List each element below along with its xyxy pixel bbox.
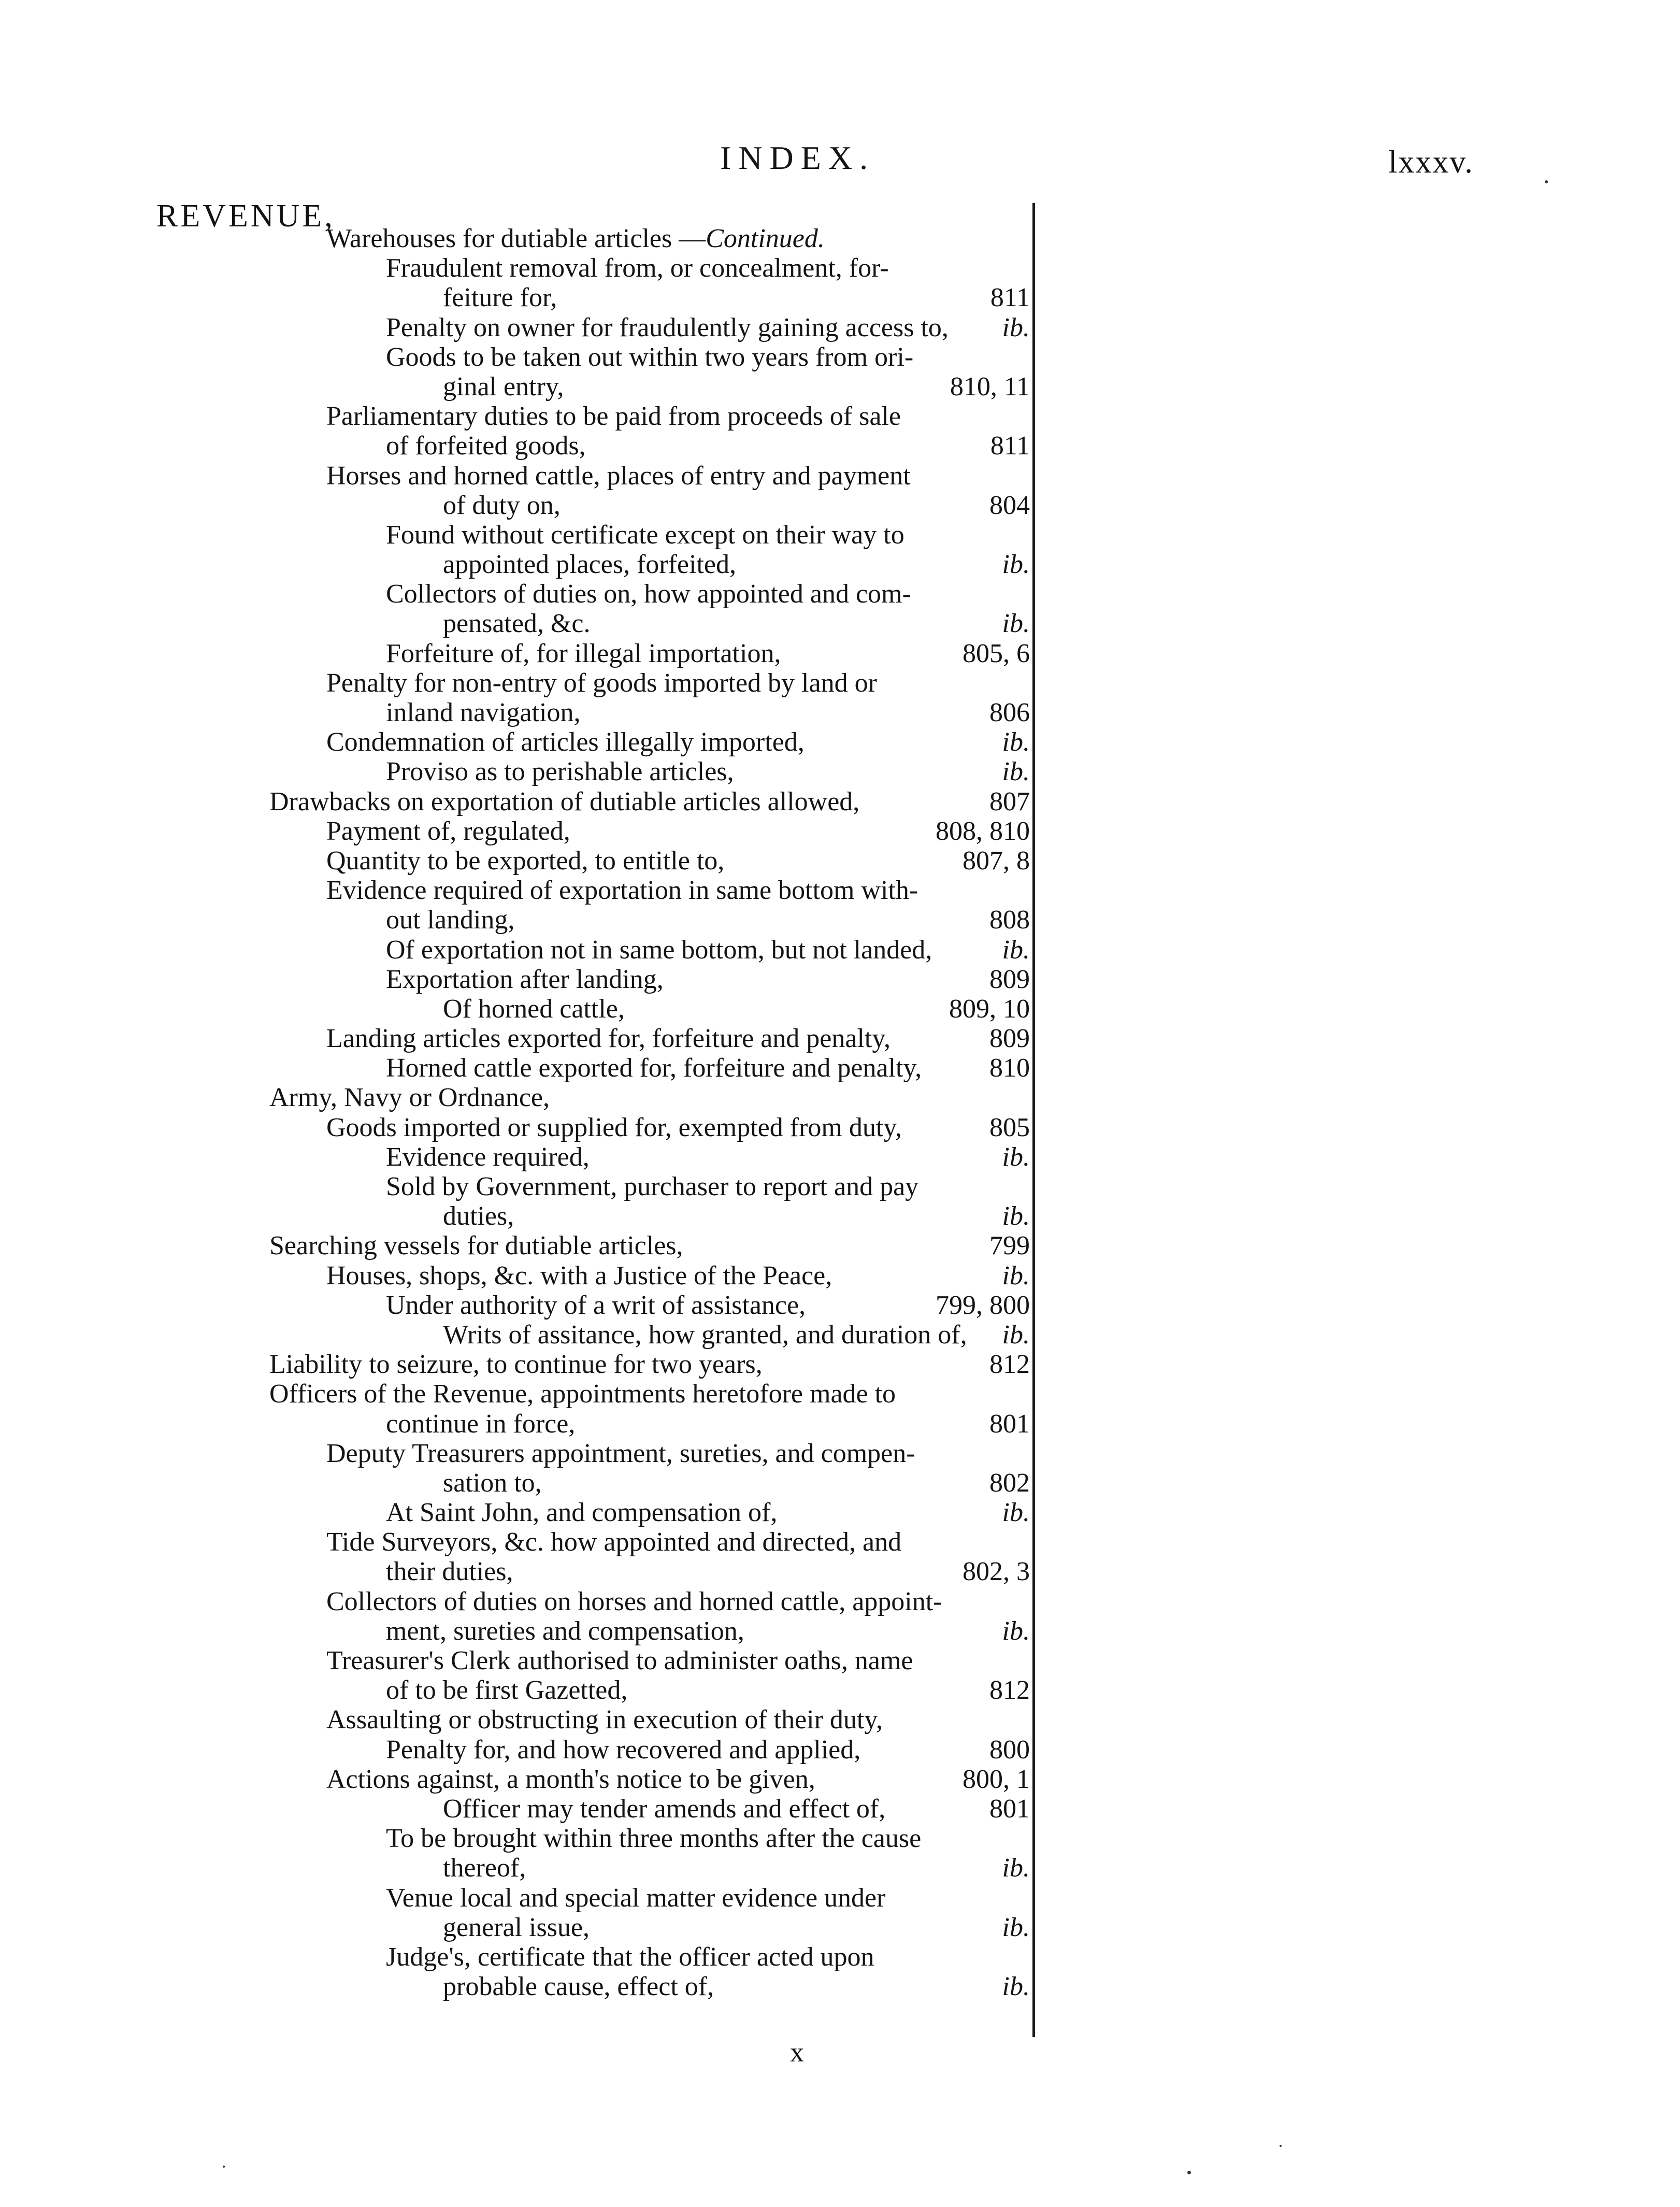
entry-text bbox=[326, 1587, 942, 1616]
entry-page-ref: ib. bbox=[1002, 1972, 1030, 2002]
entry-text bbox=[386, 1409, 575, 1439]
entry-text-content: of to be first Gazetted, bbox=[386, 1675, 628, 1706]
entry-text bbox=[443, 1794, 885, 1824]
index-entry bbox=[0, 816, 1680, 846]
entry-text-content: general issue, bbox=[443, 1912, 590, 1942]
entry-text-content: Evidence required of exportation in same bottom with- bbox=[326, 876, 918, 906]
entry-page-ref: ib. bbox=[1002, 935, 1030, 965]
index-entry bbox=[0, 224, 1680, 253]
entry-text bbox=[443, 1201, 514, 1231]
index-entry bbox=[0, 1320, 1680, 1350]
index-entry bbox=[0, 1883, 1680, 1913]
index-entry bbox=[0, 1942, 1680, 1972]
index-entry bbox=[0, 550, 1680, 579]
entry-text bbox=[326, 816, 570, 846]
entry-page-ref: ib. bbox=[1002, 1912, 1030, 1942]
index-entry bbox=[0, 520, 1680, 550]
index-entry bbox=[0, 787, 1680, 816]
entry-text-content: Payment of, regulated, bbox=[326, 816, 570, 846]
entry-text-content: probable cause, effect of, bbox=[443, 1972, 714, 2002]
index-entry bbox=[0, 1053, 1680, 1083]
entry-text-content: Forfeiture of, for illegal importation, bbox=[386, 638, 781, 668]
entry-text-content: Collectors of duties on horses and horned cattle, appoint- bbox=[326, 1586, 942, 1616]
entry-page-ref: 811 bbox=[990, 283, 1030, 313]
entry-text-content: thereof, bbox=[443, 1853, 526, 1883]
entry-text-content: At Saint John, and compensation of, bbox=[386, 1498, 778, 1528]
signature-mark: x bbox=[790, 2037, 804, 2068]
index-entry bbox=[0, 698, 1680, 727]
index-entry bbox=[0, 1587, 1680, 1616]
index-entry bbox=[0, 1853, 1680, 1883]
entry-text bbox=[386, 757, 734, 786]
speck bbox=[223, 2166, 225, 2168]
index-entry bbox=[0, 1142, 1680, 1172]
entry-text-content: Judge's, certificate that the officer acted upon bbox=[386, 1942, 874, 1972]
entry-text bbox=[386, 639, 781, 668]
entry-text-content: Treasurer's Clerk authorised to administer oaths, name bbox=[326, 1646, 913, 1675]
entry-text-content: Condemnation of articles illegally imported, bbox=[326, 727, 805, 757]
entry-text bbox=[386, 935, 932, 965]
entry-text bbox=[269, 1231, 683, 1260]
entry-text bbox=[443, 550, 736, 579]
entry-text bbox=[443, 1913, 590, 1942]
entry-text bbox=[443, 609, 590, 638]
entry-text-content: Goods to be taken out within two years from ori- bbox=[386, 342, 914, 372]
entry-continued-note: Continued. bbox=[706, 224, 825, 253]
entry-text bbox=[386, 1172, 918, 1201]
index-entry bbox=[0, 1379, 1680, 1409]
index-entry bbox=[0, 1261, 1680, 1291]
entry-text bbox=[326, 1765, 815, 1794]
entry-text bbox=[326, 402, 901, 431]
entry-page-ref: ib. bbox=[1002, 1498, 1030, 1528]
index-entry bbox=[0, 994, 1680, 1024]
index-entry bbox=[0, 253, 1680, 283]
entry-text-content: Penalty for non-entry of goods imported by land or bbox=[326, 668, 877, 698]
index-entry bbox=[0, 1468, 1680, 1498]
speck bbox=[1280, 2145, 1282, 2147]
entry-page-ref: 805, 6 bbox=[963, 638, 1030, 668]
entry-text bbox=[386, 1616, 744, 1646]
entry-text bbox=[386, 965, 664, 994]
index-entry bbox=[0, 1439, 1680, 1468]
entry-text bbox=[269, 1379, 896, 1409]
index-entry bbox=[0, 579, 1680, 609]
speck bbox=[1545, 180, 1548, 183]
entry-text bbox=[269, 1350, 763, 1379]
entry-text-content: feiture for, bbox=[443, 283, 557, 313]
entry-text-content: Drawbacks on exportation of dutiable articles allowed, bbox=[269, 786, 860, 816]
entry-text bbox=[386, 431, 586, 461]
entry-text bbox=[386, 1883, 885, 1913]
index-entries bbox=[0, 224, 1680, 2001]
entry-text-content: Officer may tender amends and effect of, bbox=[443, 1794, 886, 1824]
entry-text bbox=[326, 1646, 913, 1675]
index-entry bbox=[0, 313, 1680, 342]
entry-text-content: Proviso as to perishable articles, bbox=[386, 757, 734, 787]
entry-text bbox=[443, 1853, 526, 1883]
entry-page-ref: 809, 10 bbox=[949, 994, 1030, 1024]
entry-text-content: pensated, &c. bbox=[443, 609, 591, 639]
entry-text bbox=[269, 787, 859, 816]
entry-page-ref: ib. bbox=[1002, 1201, 1030, 1231]
entry-page-ref: 808, 810 bbox=[936, 816, 1030, 846]
entry-page-ref: 802, 3 bbox=[963, 1557, 1030, 1587]
entry-text-content: Quantity to be exported, to entitle to, bbox=[326, 845, 725, 876]
entry-text bbox=[386, 905, 514, 935]
index-entry bbox=[0, 727, 1680, 757]
entry-text-content: Army, Navy or Ordnance, bbox=[269, 1083, 550, 1113]
entry-text bbox=[386, 253, 889, 283]
entry-page-ref: 810, 11 bbox=[950, 371, 1030, 402]
entry-page-ref: 801 bbox=[989, 1409, 1030, 1439]
entry-text bbox=[326, 668, 877, 698]
index-entry bbox=[0, 1675, 1680, 1705]
entry-text bbox=[326, 846, 724, 876]
entry-page-ref: 801 bbox=[989, 1794, 1030, 1824]
entry-text-content: Under authority of a writ of assistance, bbox=[386, 1290, 806, 1320]
entry-text-content: Writs of assitance, how granted, and duration of, bbox=[443, 1320, 967, 1350]
entry-page-ref: 810 bbox=[989, 1053, 1030, 1083]
index-entry bbox=[0, 1172, 1680, 1201]
index-entry bbox=[0, 1083, 1680, 1112]
entry-text-content: Penalty for, and how recovered and applied, bbox=[386, 1735, 861, 1765]
entry-text-content: Assaulting or obstructing in execution of their duty, bbox=[326, 1705, 883, 1735]
entry-text-content: Evidence required, bbox=[386, 1142, 590, 1172]
entry-text-content: out landing, bbox=[386, 905, 515, 935]
entry-text-content: duties, bbox=[443, 1201, 514, 1231]
entry-text-content: Tide Surveyors, &c. how appointed and directed, and bbox=[326, 1527, 902, 1557]
index-entry bbox=[0, 283, 1680, 312]
entry-text bbox=[326, 1705, 883, 1735]
entry-text bbox=[443, 491, 561, 520]
index-entry bbox=[0, 1527, 1680, 1557]
entry-page-ref: 809 bbox=[989, 964, 1030, 994]
entry-page-ref: 808 bbox=[989, 905, 1030, 935]
entry-text bbox=[386, 1557, 513, 1586]
entry-page-ref: 802 bbox=[989, 1468, 1030, 1498]
entry-text bbox=[326, 1024, 891, 1053]
index-entry bbox=[0, 876, 1680, 905]
index-entry bbox=[0, 1616, 1680, 1646]
entry-text-content: Sold by Government, purchaser to report and pay bbox=[386, 1172, 919, 1201]
entry-page-ref: 812 bbox=[989, 1350, 1030, 1380]
entry-text bbox=[443, 1320, 967, 1350]
index-entry bbox=[0, 668, 1680, 698]
entry-text bbox=[386, 1824, 921, 1853]
entry-page-ref: ib. bbox=[1002, 1616, 1030, 1646]
entry-page-ref: ib. bbox=[1002, 609, 1030, 639]
entry-text bbox=[386, 520, 904, 550]
entry-text bbox=[386, 698, 580, 727]
index-entry bbox=[0, 1735, 1680, 1765]
entry-text bbox=[386, 1291, 806, 1320]
entry-text bbox=[443, 283, 557, 312]
index-entry bbox=[0, 1291, 1680, 1320]
entry-text-content: Collectors of duties on, how appointed and com- bbox=[386, 579, 911, 609]
page-title: INDEX. bbox=[720, 139, 875, 176]
entry-text-content: Of exportation not in same bottom, but not landed, bbox=[386, 935, 932, 965]
entry-text bbox=[326, 1527, 901, 1557]
entry-text bbox=[386, 313, 949, 342]
page-number: lxxxv. bbox=[1388, 145, 1474, 180]
entry-text bbox=[386, 342, 913, 372]
entry-page-ref: ib. bbox=[1002, 312, 1030, 342]
entry-text bbox=[386, 1735, 860, 1765]
entry-page-ref: 800, 1 bbox=[963, 1764, 1030, 1794]
entry-page-ref: 799, 800 bbox=[936, 1290, 1030, 1320]
entry-text-content: Goods imported or supplied for, exempted from duty, bbox=[326, 1112, 902, 1142]
entry-text-content: Warehouses for dutiable articles — bbox=[326, 224, 706, 253]
entry-page-ref: 807, 8 bbox=[963, 845, 1030, 876]
entry-text-content: Officers of the Revenue, appointments heretofore made to bbox=[269, 1379, 896, 1409]
entry-page-ref: 806 bbox=[989, 698, 1030, 727]
entry-text bbox=[386, 1498, 777, 1527]
entry-page-ref: ib. bbox=[1002, 1853, 1030, 1883]
index-entry bbox=[0, 1024, 1680, 1053]
entry-text-content: Houses, shops, &c. with a Justice of the Peace, bbox=[326, 1260, 832, 1291]
entry-text-content: of forfeited goods, bbox=[386, 431, 586, 461]
index-entry bbox=[0, 1498, 1680, 1527]
entry-text bbox=[386, 1675, 627, 1705]
entry-text bbox=[386, 1053, 922, 1083]
entry-text-content: Horses and horned cattle, places of entry and payment bbox=[326, 461, 911, 491]
speck bbox=[1187, 2171, 1191, 2174]
entry-page-ref: ib. bbox=[1002, 727, 1030, 757]
index-entry bbox=[0, 402, 1680, 431]
entry-text bbox=[326, 727, 805, 757]
index-entry bbox=[0, 431, 1680, 461]
entry-text-content: of duty on, bbox=[443, 490, 561, 520]
entry-text-content: Horned cattle exported for, forfeiture and penalty, bbox=[386, 1053, 922, 1083]
entry-text-content: Parliamentary duties to be paid from proceeds of sale bbox=[326, 402, 901, 432]
entry-page-ref: 804 bbox=[989, 490, 1030, 520]
entry-text-content: Exportation after landing, bbox=[386, 964, 664, 994]
index-entry bbox=[0, 1794, 1680, 1824]
entry-text bbox=[326, 224, 825, 253]
index-heading: REVENUE, bbox=[156, 198, 335, 234]
entry-text-content: sation to, bbox=[443, 1468, 542, 1498]
entry-text bbox=[269, 1083, 550, 1112]
index-entry bbox=[0, 1231, 1680, 1260]
index-entry bbox=[0, 757, 1680, 786]
entry-text-content: Liability to seizure, to continue for two years, bbox=[269, 1350, 763, 1380]
index-entry bbox=[0, 609, 1680, 638]
entry-text bbox=[443, 372, 564, 402]
entry-text-content: inland navigation, bbox=[386, 698, 581, 727]
entry-text bbox=[326, 1261, 832, 1291]
entry-page-ref: ib. bbox=[1002, 1142, 1030, 1172]
entry-text bbox=[326, 876, 918, 905]
index-entry bbox=[0, 1913, 1680, 1942]
entry-text-content: ginal entry, bbox=[443, 371, 564, 402]
index-entry bbox=[0, 491, 1680, 520]
index-entry bbox=[0, 461, 1680, 491]
entry-page-ref: 812 bbox=[989, 1675, 1030, 1706]
index-entry bbox=[0, 1646, 1680, 1675]
entry-text-content: Fraudulent removal from, or concealment, for- bbox=[386, 253, 889, 283]
index-entry bbox=[0, 1201, 1680, 1231]
index-entry bbox=[0, 846, 1680, 876]
index-entry bbox=[0, 935, 1680, 965]
entry-text bbox=[386, 579, 911, 609]
entry-text-content: ment, sureties and compensation, bbox=[386, 1616, 744, 1646]
entry-page-ref: 809 bbox=[989, 1024, 1030, 1054]
entry-text-content: Landing articles exported for, forfeiture and penalty, bbox=[326, 1024, 891, 1054]
entry-page-ref: ib. bbox=[1002, 550, 1030, 580]
entry-page-ref: 799 bbox=[989, 1231, 1030, 1261]
index-entry bbox=[0, 372, 1680, 402]
entry-text-content: Actions against, a month's notice to be given, bbox=[326, 1764, 815, 1794]
index-entry bbox=[0, 965, 1680, 994]
entry-page-ref: 805 bbox=[989, 1112, 1030, 1142]
entry-text bbox=[443, 994, 625, 1024]
entry-text-content: Searching vessels for dutiable articles, bbox=[269, 1231, 683, 1261]
entry-text bbox=[443, 1468, 542, 1498]
entry-text-content: Of horned cattle, bbox=[443, 994, 625, 1024]
index-entry bbox=[0, 1972, 1680, 2001]
entry-page-ref: ib. bbox=[1002, 1260, 1030, 1291]
entry-text bbox=[386, 1942, 874, 1972]
entry-text bbox=[443, 1972, 714, 2001]
index-entry bbox=[0, 1409, 1680, 1439]
index-entry bbox=[0, 1765, 1680, 1794]
entry-text bbox=[386, 1142, 590, 1172]
index-entry bbox=[0, 1557, 1680, 1586]
entry-text-content: appointed places, forfeited, bbox=[443, 550, 736, 580]
entry-text bbox=[326, 1113, 902, 1142]
entry-page-ref: 807 bbox=[989, 786, 1030, 816]
entry-text-content: Deputy Treasurers appointment, sureties, and compen- bbox=[326, 1438, 915, 1468]
index-entry bbox=[0, 1113, 1680, 1142]
entry-text-content: their duties, bbox=[386, 1557, 513, 1587]
entry-text bbox=[326, 461, 911, 491]
entry-page-ref: ib. bbox=[1002, 757, 1030, 787]
index-entry bbox=[0, 639, 1680, 668]
index-entry bbox=[0, 342, 1680, 372]
index-entry bbox=[0, 905, 1680, 935]
entry-text-content: To be brought within three months after the cause bbox=[386, 1824, 922, 1854]
index-entry bbox=[0, 1824, 1680, 1853]
entry-text-content: Penalty on owner for fraudulently gaining access to, bbox=[386, 312, 949, 342]
entry-text-content: continue in force, bbox=[386, 1409, 576, 1439]
index-entry bbox=[0, 1350, 1680, 1379]
index-entry bbox=[0, 1705, 1680, 1735]
entry-text-content: Found without certificate except on their way to bbox=[386, 520, 904, 550]
entry-page-ref: 800 bbox=[989, 1735, 1030, 1765]
entry-text-content: Venue local and special matter evidence under bbox=[386, 1883, 886, 1913]
entry-page-ref: ib. bbox=[1002, 1320, 1030, 1350]
entry-text bbox=[326, 1439, 915, 1468]
entry-page-ref: 811 bbox=[990, 431, 1030, 461]
